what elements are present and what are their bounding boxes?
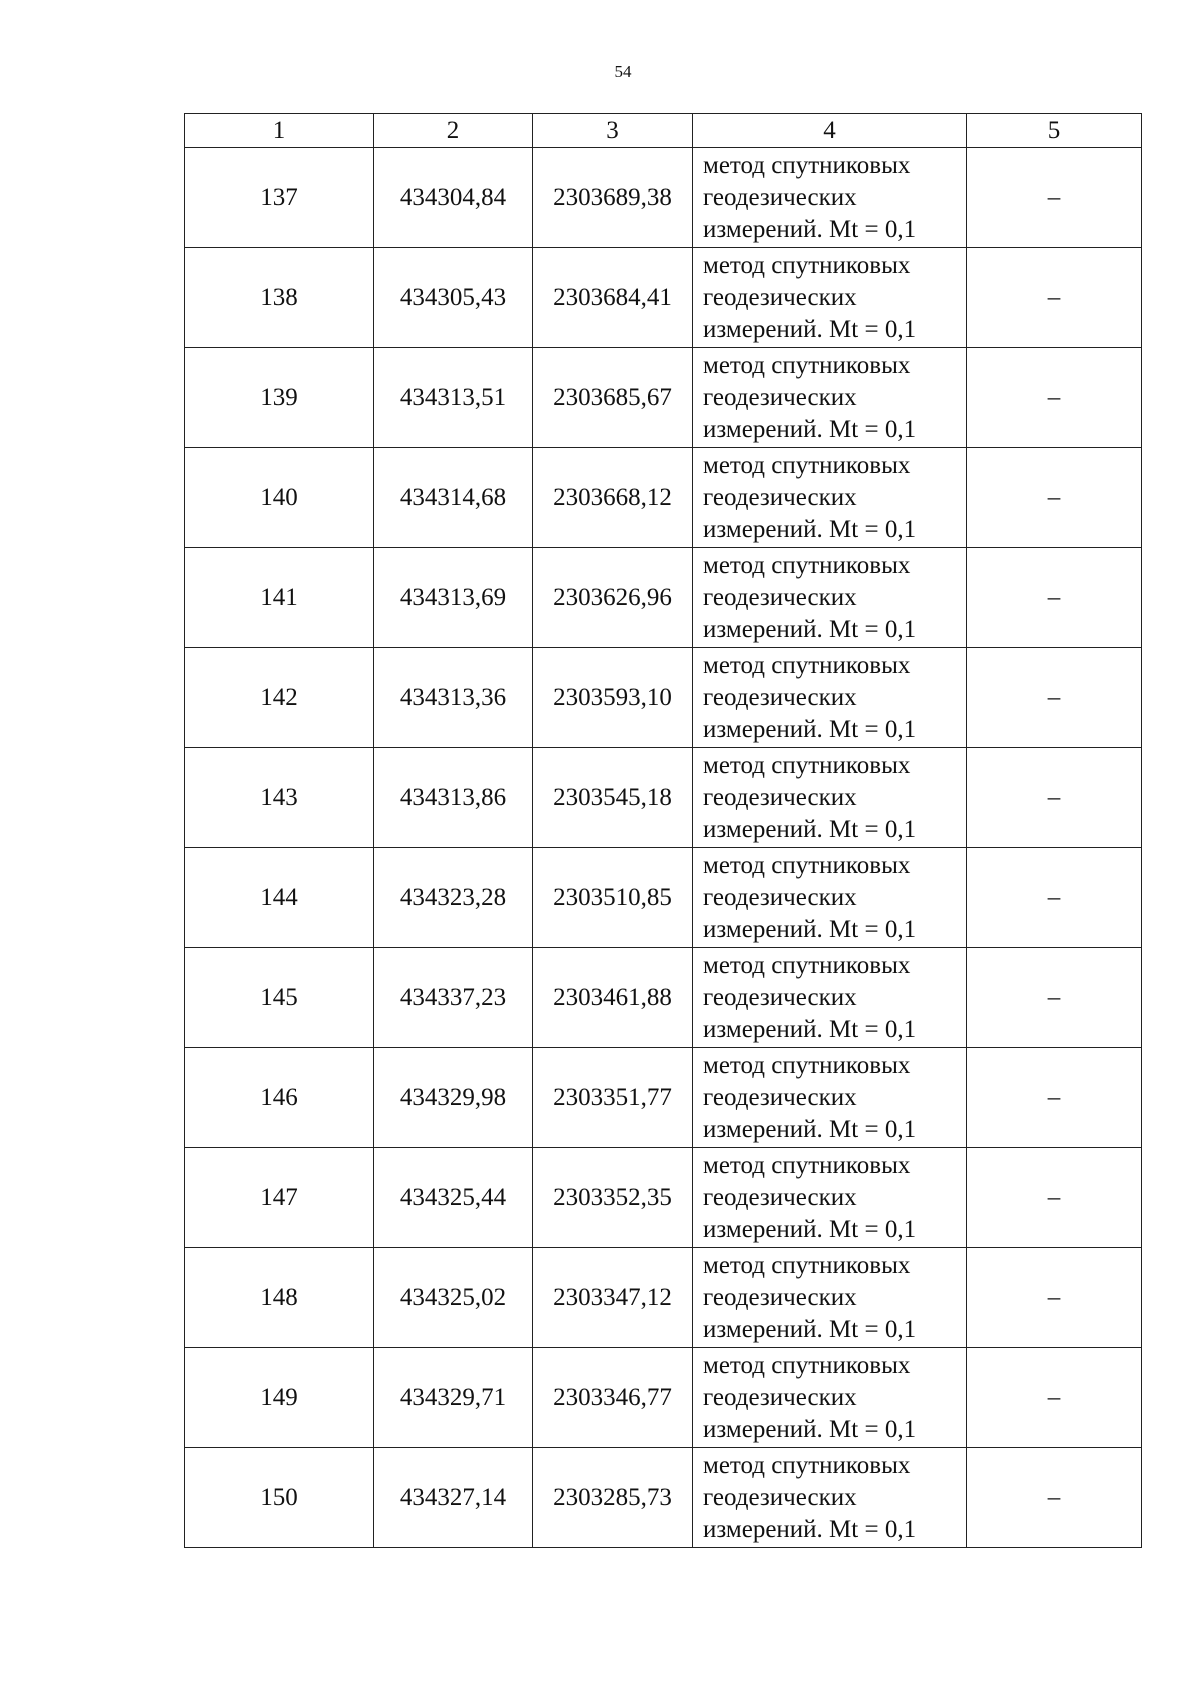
- method-cell: [693, 948, 967, 1048]
- point-number-cell: 141: [185, 548, 374, 648]
- method-line: метод спутниковых: [703, 651, 911, 679]
- x-coordinate-cell: 434304,84: [374, 148, 533, 248]
- method-line: метод спутниковых: [703, 451, 911, 479]
- y-coordinate-cell: 2303545,18: [533, 748, 693, 848]
- table-row: [185, 148, 1142, 248]
- method-line: геодезических: [703, 1283, 857, 1311]
- method-line: измерений. Mt = 0,1: [703, 1315, 917, 1343]
- method-cell: [693, 1248, 967, 1348]
- y-coordinate-cell: 2303684,41: [533, 248, 693, 348]
- note-cell: –: [967, 248, 1142, 348]
- x-coordinate-cell: 434329,98: [374, 1048, 533, 1148]
- note-cell: –: [967, 748, 1142, 848]
- coordinates-table: [184, 113, 1142, 1548]
- column-header-5: 5: [967, 114, 1142, 148]
- method-line: метод спутниковых: [703, 151, 911, 179]
- method-cell: [693, 348, 967, 448]
- point-number-cell: 148: [185, 1248, 374, 1348]
- method-line: измерений. Mt = 0,1: [703, 715, 917, 743]
- method-line: геодезических: [703, 283, 857, 311]
- y-coordinate-cell: 2303352,35: [533, 1148, 693, 1248]
- table-row: [185, 848, 1142, 948]
- method-cell: [693, 848, 967, 948]
- x-coordinate-cell: 434313,86: [374, 748, 533, 848]
- point-number-cell: 144: [185, 848, 374, 948]
- method-line: геодезических: [703, 683, 857, 711]
- method-line: измерений. Mt = 0,1: [703, 1415, 917, 1443]
- y-coordinate-cell: 2303668,12: [533, 448, 693, 548]
- y-coordinate-cell: 2303689,38: [533, 148, 693, 248]
- header-row: [185, 114, 1142, 148]
- y-coordinate-cell: 2303685,67: [533, 348, 693, 448]
- x-coordinate-cell: 434313,36: [374, 648, 533, 748]
- x-coordinate-cell: 434314,68: [374, 448, 533, 548]
- table-row: [185, 348, 1142, 448]
- y-coordinate-cell: 2303351,77: [533, 1048, 693, 1148]
- note-cell: –: [967, 648, 1142, 748]
- point-number-cell: 143: [185, 748, 374, 848]
- method-line: геодезических: [703, 883, 857, 911]
- method-line: измерений. Mt = 0,1: [703, 1215, 917, 1243]
- method-line: измерений. Mt = 0,1: [703, 915, 917, 943]
- point-number-cell: 137: [185, 148, 374, 248]
- table-header: [185, 114, 1142, 148]
- method-line: геодезических: [703, 583, 857, 611]
- method-cell: [693, 448, 967, 548]
- method-line: геодезических: [703, 1383, 857, 1411]
- method-line: измерений. Mt = 0,1: [703, 815, 917, 843]
- y-coordinate-cell: 2303593,10: [533, 648, 693, 748]
- method-line: измерений. Mt = 0,1: [703, 415, 917, 443]
- x-coordinate-cell: 434313,69: [374, 548, 533, 648]
- method-cell: [693, 1448, 967, 1548]
- table-row: [185, 948, 1142, 1048]
- method-line: метод спутниковых: [703, 1351, 911, 1379]
- x-coordinate-cell: 434337,23: [374, 948, 533, 1048]
- x-coordinate-cell: 434305,43: [374, 248, 533, 348]
- method-line: метод спутниковых: [703, 1451, 911, 1479]
- point-number-cell: 146: [185, 1048, 374, 1148]
- method-line: метод спутниковых: [703, 751, 911, 779]
- y-coordinate-cell: 2303285,73: [533, 1448, 693, 1548]
- method-line: геодезических: [703, 183, 857, 211]
- x-coordinate-cell: 434327,14: [374, 1448, 533, 1548]
- x-coordinate-cell: 434313,51: [374, 348, 533, 448]
- method-line: измерений. Mt = 0,1: [703, 315, 917, 343]
- method-line: геодезических: [703, 983, 857, 1011]
- method-line: геодезических: [703, 1183, 857, 1211]
- x-coordinate-cell: 434325,44: [374, 1148, 533, 1248]
- note-cell: –: [967, 1348, 1142, 1448]
- point-number-cell: 142: [185, 648, 374, 748]
- note-cell: –: [967, 848, 1142, 948]
- method-line: метод спутниковых: [703, 1251, 911, 1279]
- method-cell: [693, 548, 967, 648]
- table-row: [185, 1048, 1142, 1148]
- y-coordinate-cell: 2303461,88: [533, 948, 693, 1048]
- table-row: [185, 1448, 1142, 1548]
- column-header-4: 4: [693, 114, 967, 148]
- method-line: измерений. Mt = 0,1: [703, 1115, 917, 1143]
- table-row: [185, 1148, 1142, 1248]
- table-row: [185, 248, 1142, 348]
- table-row: [185, 1348, 1142, 1448]
- column-header-2: 2: [374, 114, 533, 148]
- point-number-cell: 147: [185, 1148, 374, 1248]
- column-header-3: 3: [533, 114, 693, 148]
- method-cell: [693, 148, 967, 248]
- method-line: измерений. Mt = 0,1: [703, 215, 917, 243]
- method-cell: [693, 748, 967, 848]
- table-row: [185, 1248, 1142, 1348]
- column-header-1: 1: [185, 114, 374, 148]
- method-cell: [693, 248, 967, 348]
- method-line: измерений. Mt = 0,1: [703, 615, 917, 643]
- note-cell: –: [967, 1448, 1142, 1548]
- method-line: геодезических: [703, 1083, 857, 1111]
- note-cell: –: [967, 1248, 1142, 1348]
- table-row: [185, 748, 1142, 848]
- note-cell: –: [967, 1148, 1142, 1248]
- method-cell: [693, 1048, 967, 1148]
- method-line: геодезических: [703, 383, 857, 411]
- point-number-cell: 140: [185, 448, 374, 548]
- y-coordinate-cell: 2303626,96: [533, 548, 693, 648]
- x-coordinate-cell: 434325,02: [374, 1248, 533, 1348]
- note-cell: –: [967, 348, 1142, 448]
- note-cell: –: [967, 1048, 1142, 1148]
- method-line: метод спутниковых: [703, 351, 911, 379]
- method-line: метод спутниковых: [703, 851, 911, 879]
- y-coordinate-cell: 2303510,85: [533, 848, 693, 948]
- note-cell: –: [967, 448, 1142, 548]
- note-cell: –: [967, 148, 1142, 248]
- table-row: [185, 448, 1142, 548]
- y-coordinate-cell: 2303346,77: [533, 1348, 693, 1448]
- method-cell: [693, 648, 967, 748]
- method-line: геодезических: [703, 1483, 857, 1511]
- method-line: геодезических: [703, 483, 857, 511]
- method-line: метод спутниковых: [703, 1151, 911, 1179]
- method-line: метод спутниковых: [703, 551, 911, 579]
- point-number-cell: 138: [185, 248, 374, 348]
- note-cell: –: [967, 948, 1142, 1048]
- method-line: метод спутниковых: [703, 1051, 911, 1079]
- x-coordinate-cell: 434323,28: [374, 848, 533, 948]
- note-cell: –: [967, 548, 1142, 648]
- point-number-cell: 139: [185, 348, 374, 448]
- method-line: геодезических: [703, 783, 857, 811]
- x-coordinate-cell: 434329,71: [374, 1348, 533, 1448]
- page-number: 54: [614, 62, 632, 81]
- point-number-cell: 149: [185, 1348, 374, 1448]
- method-line: измерений. Mt = 0,1: [703, 515, 917, 543]
- method-line: измерений. Mt = 0,1: [703, 1015, 917, 1043]
- table-body: [185, 148, 1142, 1548]
- point-number-cell: 150: [185, 1448, 374, 1548]
- method-line: метод спутниковых: [703, 251, 911, 279]
- method-cell: [693, 1348, 967, 1448]
- point-number-cell: 145: [185, 948, 374, 1048]
- method-cell: [693, 1148, 967, 1248]
- method-line: измерений. Mt = 0,1: [703, 1515, 917, 1543]
- y-coordinate-cell: 2303347,12: [533, 1248, 693, 1348]
- method-line: метод спутниковых: [703, 951, 911, 979]
- table-row: [185, 648, 1142, 748]
- table-row: [185, 548, 1142, 648]
